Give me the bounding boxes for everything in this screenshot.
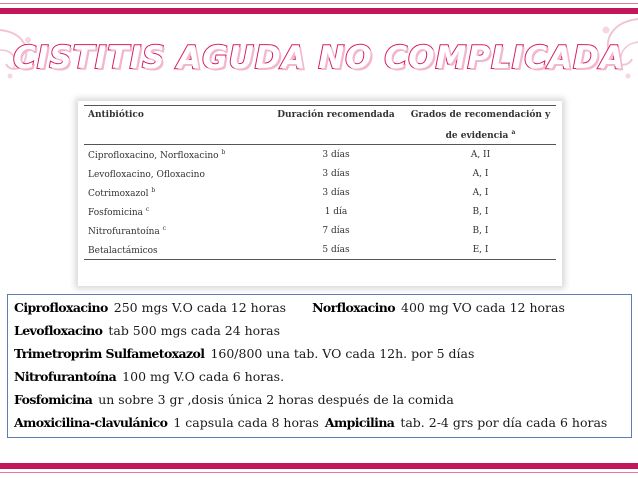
cell-grade: A, I (472, 187, 489, 198)
drug-dose: 1 capsula cada 8 horas (173, 415, 319, 430)
header-grade-line1: Grados de recomendación y (410, 110, 551, 120)
header-duration: Duración recomendada (267, 106, 405, 145)
bottom-stripe (0, 463, 638, 469)
top-thin-line (0, 3, 638, 4)
drug-dose: 160/800 una tab. VO cada 12h. por 5 días (210, 346, 475, 361)
dosage-line-trimetroprim (14, 346, 474, 361)
cell-duration: 1 día (324, 206, 348, 217)
drug-name: Nitrofurantoína (14, 369, 117, 384)
cell-duration: 7 días (322, 225, 350, 236)
antibiotic-footnote: b (151, 186, 156, 194)
antibiotic-table (84, 105, 556, 260)
table-row (84, 145, 556, 165)
cell-grade: A, II (470, 149, 491, 160)
table-row (84, 202, 556, 221)
antibiotic-footnote: c (162, 224, 167, 232)
dosage-line-ciprofloxacino (14, 300, 565, 315)
drug-name: Amoxicilina-clavulánico (14, 415, 168, 430)
header-grade-line2 (409, 129, 552, 141)
drug-name: Ampicilina (324, 415, 395, 430)
cell-antibiotic (84, 183, 267, 202)
antibiotic-footnote: c (145, 205, 150, 213)
drug-name: Trimetroprim Sulfametoxazol (14, 346, 205, 361)
antibiotic-table-card (78, 101, 562, 286)
antibiotic-name: Nitrofurantoína (88, 226, 160, 237)
antibiotic-name: Cotrimoxazol (88, 188, 149, 199)
cell-grade: B, I (472, 206, 489, 217)
table-header-row (84, 106, 556, 145)
drug-dose: un sobre 3 gr ,dosis única 2 horas después de la comida (98, 392, 454, 407)
cell-duration: 3 días (322, 168, 350, 179)
bottom-thin-line (0, 472, 638, 473)
antibiotic-name: Betalactámicos (88, 245, 158, 256)
antibiotic-footnote: b (221, 148, 226, 156)
header-antibiotic: Antibiótico (84, 106, 267, 145)
drug-dose: tab 500 mgs cada 24 horas (108, 323, 281, 338)
antibiotic-name: Fosfomicina (88, 207, 144, 218)
top-stripe (0, 8, 638, 14)
cell-grade: A, I (472, 168, 489, 179)
cell-antibiotic (84, 164, 267, 183)
antibiotic-name: Levofloxacino, Ofloxacino (88, 169, 205, 180)
cell-grade: E, I (405, 240, 556, 260)
table-row (84, 183, 556, 202)
cell-duration: 5 días (267, 240, 405, 260)
drug-name: Levofloxacino (14, 323, 103, 338)
drug-dose: tab. 2-4 grs por día cada 6 horas (400, 415, 608, 430)
drug-name: Fosfomicina (14, 392, 93, 407)
drug-dose: 400 mg VO cada 12 horas (401, 300, 565, 315)
header-grade-line2-text: de evidencia (445, 131, 509, 141)
header-grade (405, 106, 556, 145)
dosage-box (7, 294, 632, 438)
drug-dose: 100 mg V.O cada 6 horas. (122, 369, 285, 384)
drug-name: Norfloxacino (312, 300, 396, 315)
dosage-line-levofloxacino (14, 323, 280, 338)
slide-title: CISTITIS AGUDA NO COMPLICADA (13, 40, 625, 76)
dosage-line-amoxicilina (14, 415, 607, 430)
table-row (84, 240, 556, 260)
drug-dose: 250 mgs V.O cada 12 horas (113, 300, 287, 315)
dosage-line-fosfomicina (14, 392, 454, 407)
header-grade-footnote: a (511, 129, 516, 136)
dosage-line-nitrofurantoina (14, 369, 284, 384)
cell-antibiotic (84, 221, 267, 240)
table-row (84, 221, 556, 240)
cell-duration: 3 días (322, 187, 350, 198)
cell-grade: B, I (472, 225, 489, 236)
cell-antibiotic (84, 240, 267, 260)
cell-duration: 3 días (322, 149, 350, 160)
cell-antibiotic (84, 202, 267, 221)
cell-antibiotic (84, 145, 267, 165)
antibiotic-name: Ciprofloxacino, Norfloxacino (88, 150, 219, 161)
table-row (84, 164, 556, 183)
drug-name: Ciprofloxacino (14, 300, 108, 315)
